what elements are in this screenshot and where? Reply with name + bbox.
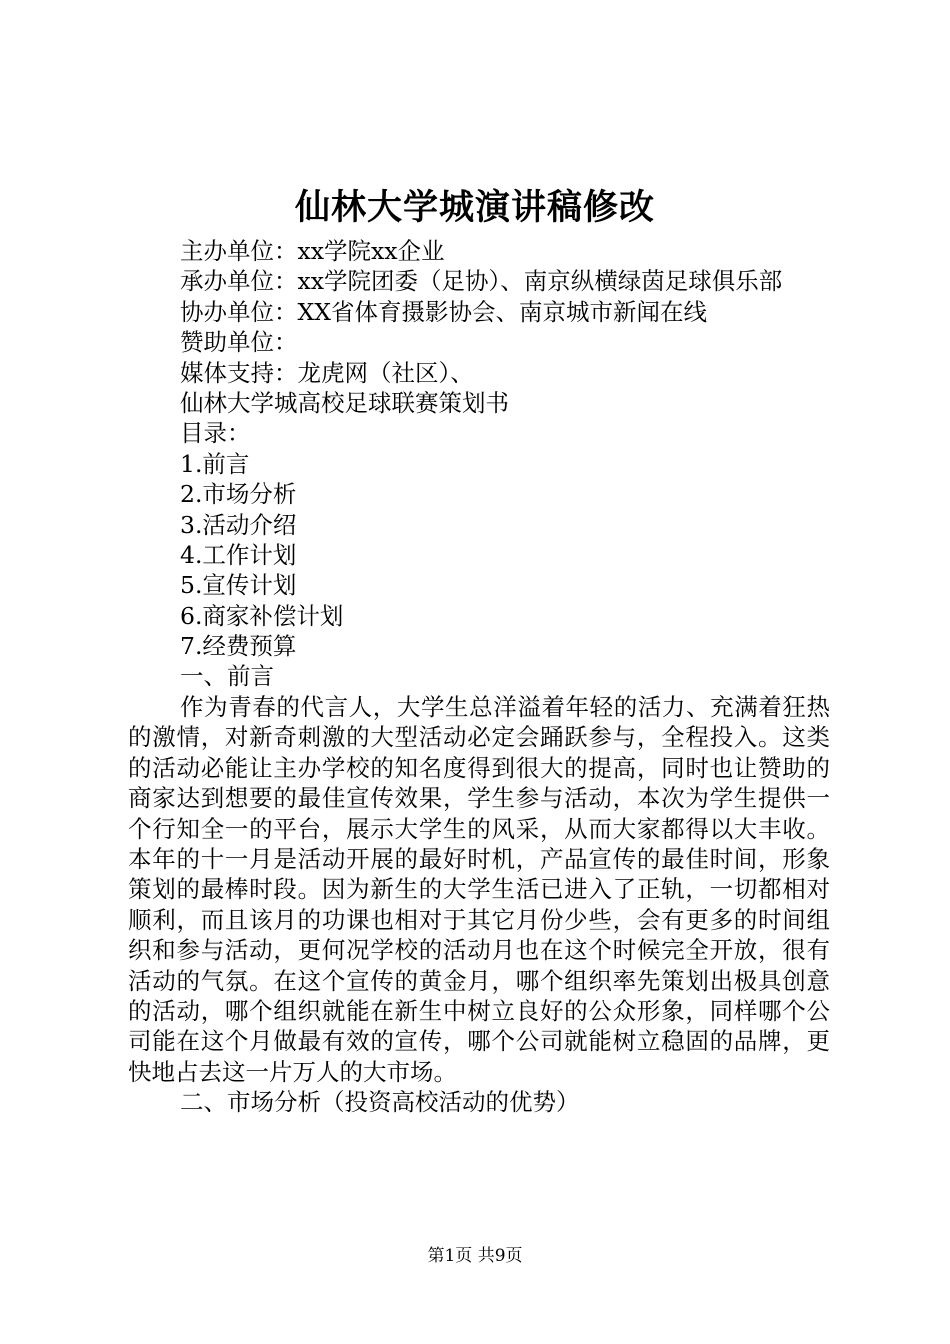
toc-item: 6.商家补偿计划 [180,601,344,630]
host-line: 主办单位：xx学院xx企业 [180,237,445,265]
document-title: 仙林大学城演讲稿修改 [294,187,655,228]
toc-item: 2.市场分析 [180,480,297,509]
page-number-footer: 第1页 共9页 [427,1246,523,1266]
toc-item: 3.活动介绍 [180,510,297,539]
toc-item: 7.经费预算 [180,632,297,661]
toc-item: 1.前言 [180,449,250,478]
preface-paragraph: 作为青春的代言人，大学生总洋溢着年轻的活力、充满着狂热的激情，对新奇刺激的大型活动必定会踊跃参与，全程投入。这类的活动必能让主办学校的知名度得到很大的提高，同时也让赞助的商家达到想要的最佳宣传效果，学生参与活动，本次为学生提供一个行知全一的平台，展示大学生的风采，从而大家都得以大丰收。本年的十一月是活动开展的最好时机，产品宣传的最佳时间，形象策划的最棒时段。因为新生的大学生活已进入了正轨，一切都相对顺利，而且该月的功课也相对于其它月份少些，会有更多的时间组织和参与活动，更何况学校的活动月也在这个时候完全开放，很有活动的气氛。在这个宣传的黄金月，哪个组织率先策划出极具创意的活动，哪个组织就能在新生中树立良好的公众形象，同样哪个公司能在这个月做最有效的宣传，哪个公司就能树立稳固的品牌，更快地占去这一片万人的大市场。 [128,692,830,1086]
organizer-line: 承办单位：xx学院团委（足协）、南京纵横绿茵足球俱乐部 [180,267,783,296]
toc-item: 5.宣传计划 [180,571,297,600]
toc-item: 4.工作计划 [180,540,297,569]
toc-label: 目录： [180,419,251,448]
section-heading-market-analysis: 二、市场分析（投资高校活动的优势） [180,1088,580,1117]
media-line: 媒体支持：龙虎网（社区）、 [180,358,474,387]
plan-title-line: 仙林大学城高校足球联赛策划书 [180,388,509,417]
section-heading-preface: 一、前言 [180,662,274,691]
sponsor-line: 赞助单位： [180,328,298,357]
document-body [128,236,830,1118]
co-organizer-line: 协办单位：XX省体育摄影协会、南京城市新闻在线 [180,297,707,326]
